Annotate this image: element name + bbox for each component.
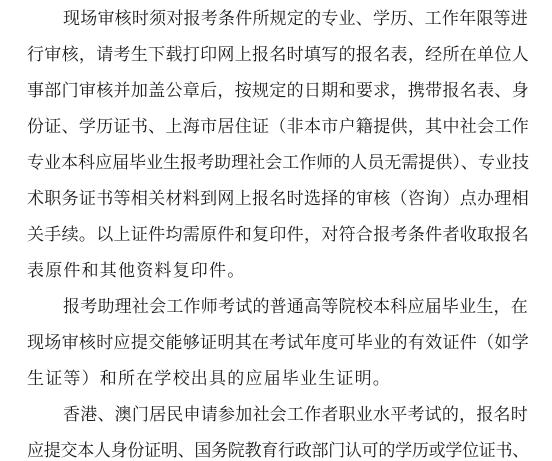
text-line: 现场审核时须对报考条件所规定的专业、学历、工作年限等进 bbox=[63, 9, 528, 29]
text-line: 专业本科应届毕业生报考助理社会工作师的人员无需提供）、专业技 bbox=[27, 153, 529, 173]
text-line: 关手续。以上证件均需原件和复印件，对符合报考条件者收取报名 bbox=[27, 225, 529, 245]
text-line: 份证、学历证书、上海市居住证（非本市户籍提供，其中社会工作 bbox=[27, 117, 529, 137]
text-line: 事部门审核并加盖公章后，按规定的日期和要求，携带报名表、身 bbox=[27, 81, 529, 101]
text-line: 行审核，请考生下载打印网上报名时填写的报名表，经所在单位人 bbox=[27, 45, 529, 65]
text-line: 报考助理社会工作师考试的普通高等院校本科应届毕业生，在 bbox=[63, 297, 528, 317]
text-line: 应提交本人身份证明、国务院教育行政部门认可的学历或学位证书、 bbox=[27, 441, 529, 461]
text-line: 术职务证书等相关材料到网上报名时选择的审核（咨询）点办理相 bbox=[27, 189, 529, 209]
text-line: 现场审核时应提交能够证明其在考试年度可毕业的有效证件（如学 bbox=[27, 333, 529, 353]
text-line: 表原件和其他资料复印件。 bbox=[27, 261, 246, 281]
text-line: 生证等）和所在学校出具的应届毕业生证明。 bbox=[27, 369, 391, 389]
text-line: 香港、澳门居民申请参加社会工作者职业水平考试的，报名时 bbox=[63, 405, 528, 425]
